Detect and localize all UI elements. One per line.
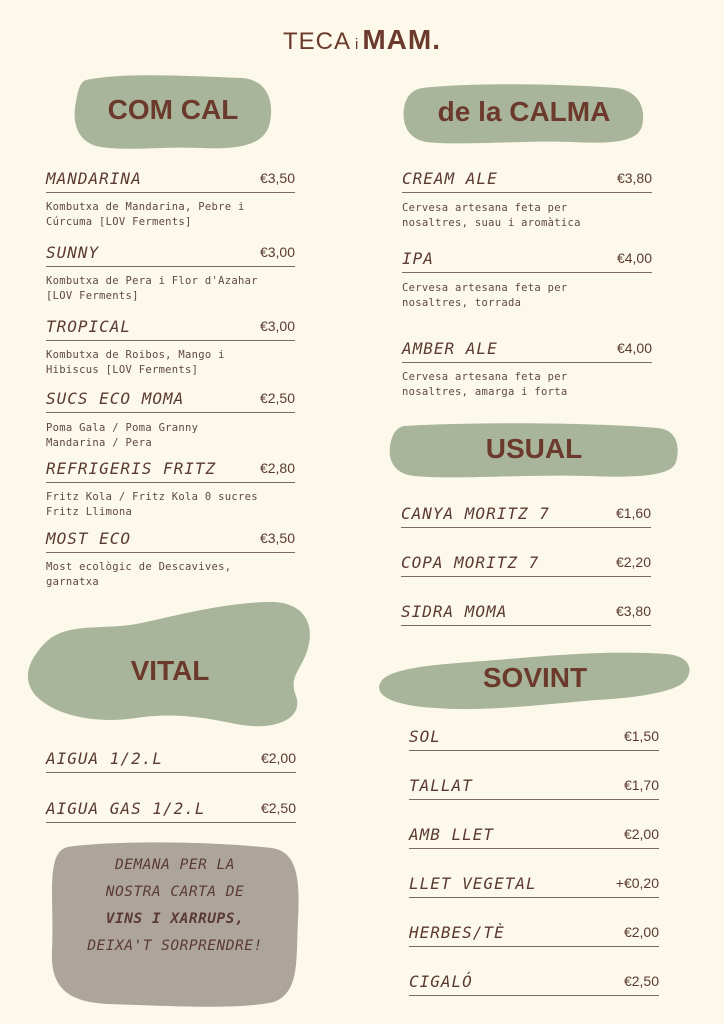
item-description: Kombutxa de Roibos, Mango i Hibiscus [LOV Ferments] <box>46 349 225 376</box>
menu-item-copa-moritz-7 <box>401 550 651 577</box>
menu-item-refrigeris-fritz <box>46 456 295 483</box>
menu-item-sidra-moma <box>401 599 651 626</box>
item-price: +€0,20 <box>615 875 659 891</box>
item-price: €2,20 <box>615 554 651 570</box>
item-name: HERBES/TÈ <box>409 923 505 942</box>
item-name: MANDARINA <box>46 169 142 188</box>
item-price: €2,00 <box>260 750 296 766</box>
menu-item-tropical <box>46 314 295 341</box>
item-description: Kombutxa de Mandarina, Pebre i Cúrcuma [LOV Ferments] <box>46 201 245 228</box>
item-name: SIDRA MOMA <box>401 602 508 621</box>
item-description: Poma Gala / Poma Granny Mandarina / Pera <box>46 422 199 449</box>
menu-item-llet-vegetal <box>409 871 659 898</box>
menu-item-aigua-gas <box>46 796 296 823</box>
brand-part-3: MAM. <box>362 24 441 55</box>
de-la-calma-heading: de la CALMA <box>437 96 611 127</box>
usual-heading: USUAL <box>485 433 583 464</box>
menu-item-sucs-eco-moma <box>46 386 295 413</box>
item-name: CANYA MORITZ 7 <box>401 504 550 523</box>
menu-item-cream-ale <box>402 166 652 193</box>
note-line: DEMANA PER LA <box>115 857 235 873</box>
item-price: €2,00 <box>623 826 659 842</box>
brand-part-2: i <box>355 36 359 53</box>
sovint-heading: SOVINT <box>482 662 588 693</box>
item-name: SOL <box>409 727 441 746</box>
item-name: LLET VEGETAL <box>409 874 537 893</box>
item-name: REFRIGERIS FRITZ <box>46 459 217 478</box>
item-description: Cervesa artesana feta per nosaltres, suau i aromàtica <box>402 202 581 229</box>
menu-item-cigalo <box>409 969 659 996</box>
menu-item-sunny <box>46 240 295 267</box>
item-price: €2,80 <box>259 460 295 476</box>
wine-menu-note <box>50 852 300 960</box>
item-price: €3,80 <box>616 170 652 186</box>
note-line: DEIXA'T SORPRENDRE! <box>87 938 263 954</box>
item-name: IPA <box>402 249 434 268</box>
item-description: Most ecològic de Descavives, garnatxa <box>46 561 232 588</box>
item-price: €2,50 <box>623 973 659 989</box>
item-price: €2,50 <box>259 390 295 406</box>
item-name: MOST ECO <box>46 529 132 548</box>
item-price: €2,50 <box>260 800 296 816</box>
item-name: TALLAT <box>409 776 473 795</box>
item-name: SUNNY <box>46 243 100 262</box>
item-name: COPA MORITZ 7 <box>401 553 540 572</box>
menu-item-canya-moritz-7 <box>401 501 651 528</box>
item-name: AMBER ALE <box>402 339 498 358</box>
menu-item-amber-ale <box>402 336 652 363</box>
item-price: €3,80 <box>615 603 651 619</box>
item-price: €1,70 <box>623 777 659 793</box>
item-name: TROPICAL <box>46 317 132 336</box>
menu-item-herbes-te <box>409 920 659 947</box>
note-line: VINS I XARRUPS, <box>105 911 245 927</box>
item-name: AIGUA 1/2.L <box>46 749 163 768</box>
item-price: €3,00 <box>259 318 295 334</box>
menu-item-most-eco <box>46 526 295 553</box>
item-price: €1,50 <box>623 728 659 744</box>
item-name: CIGALÓ <box>409 972 473 991</box>
com-cal-heading: COM CAL <box>107 94 239 125</box>
menu-item-sol <box>409 724 659 751</box>
item-description: Kombutxa de Pera i Flor d'Azahar [LOV Ferments] <box>46 275 258 302</box>
vital-heading: VITAL <box>130 655 210 686</box>
item-name: AIGUA GAS 1/2.L <box>46 799 206 818</box>
menu-item-aigua <box>46 746 296 773</box>
item-price: €4,00 <box>616 250 652 266</box>
item-price: €1,60 <box>615 505 651 521</box>
brand-part-1: TECA <box>282 28 351 55</box>
menu-item-tallat <box>409 773 659 800</box>
item-description: Cervesa artesana feta per nosaltres, amarga i forta <box>402 371 568 398</box>
note-line: NOSTRA CARTA DE <box>105 884 245 900</box>
item-price: €3,50 <box>259 530 295 546</box>
menu-item-amb-llet <box>409 822 659 849</box>
item-price: €3,00 <box>259 244 295 260</box>
item-price: €3,50 <box>259 170 295 186</box>
item-name: AMB LLET <box>409 825 495 844</box>
menu-item-mandarina <box>46 166 295 193</box>
menu-item-ipa <box>402 246 652 273</box>
item-price: €4,00 <box>616 340 652 356</box>
item-name: SUCS ECO MOMA <box>46 389 185 408</box>
brand-logo <box>0 24 724 56</box>
item-price: €2,00 <box>623 924 659 940</box>
item-name: CREAM ALE <box>402 169 498 188</box>
item-description: Fritz Kola / Fritz Kola 0 sucres Fritz Llimona <box>46 491 258 518</box>
item-description: Cervesa artesana feta per nosaltres, torrada <box>402 282 568 309</box>
